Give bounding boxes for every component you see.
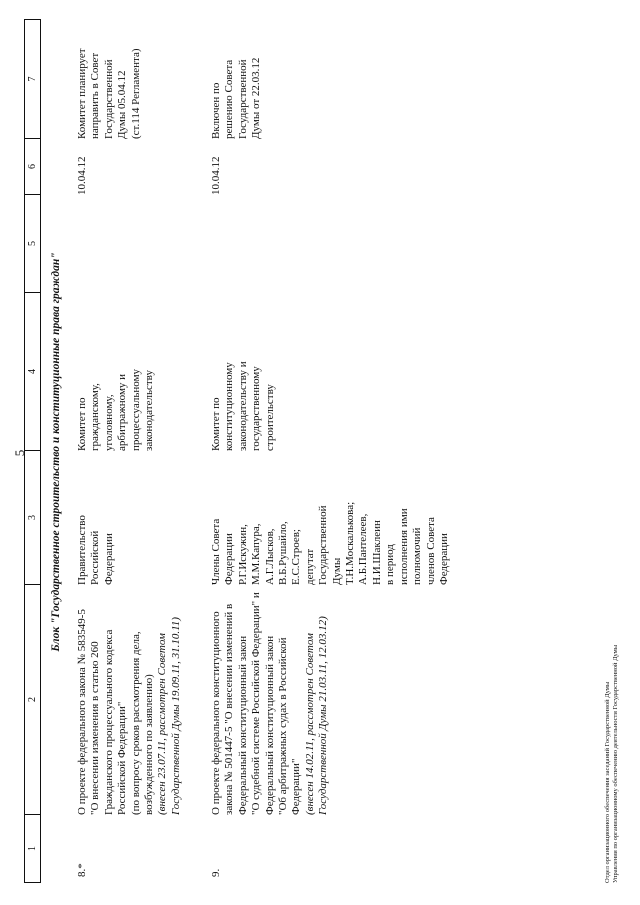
date-cell: 10.04.12 bbox=[210, 156, 222, 195]
column-number-5: 5 bbox=[25, 194, 40, 292]
column-number-4: 4 bbox=[25, 292, 40, 450]
bill-title-line: Российской Федерации" bbox=[116, 701, 129, 815]
committee-line: арбитражному и bbox=[116, 373, 129, 451]
bill-title bbox=[76, 585, 183, 815]
committee-line: Комитет по bbox=[76, 397, 88, 451]
committee-line: гражданскому, bbox=[89, 383, 102, 451]
initiator-line: Федерации bbox=[102, 533, 115, 585]
column-5-cell bbox=[210, 195, 451, 293]
page-number: 5 bbox=[12, 449, 27, 457]
row-number: 8.* bbox=[76, 863, 88, 877]
table-row bbox=[76, 21, 183, 883]
initiator-line: Государственной bbox=[317, 505, 330, 585]
initiator-line: М.М.Капура, bbox=[250, 523, 263, 585]
status-line: Государственной bbox=[236, 59, 249, 139]
initiator-line: Федерации bbox=[437, 533, 450, 585]
status-line: Думы от 22.03.12 bbox=[250, 57, 263, 139]
initiator-line: В.Б.Рушайло, bbox=[277, 521, 290, 585]
status-line: Комитет планирует bbox=[76, 48, 88, 139]
bill-title-line: Федеральный конституционный закон bbox=[263, 635, 276, 815]
bill-title-line: закона № 501447-5 "О внесении изменений в bbox=[223, 603, 236, 815]
bill-note-line: (внесен 23.07.11, рассмотрен Советом bbox=[156, 633, 169, 815]
status-line: Думы 05.04.12 bbox=[116, 70, 129, 139]
initiator-line: депутат bbox=[303, 548, 316, 585]
column-header-row bbox=[24, 19, 41, 883]
committee-line: законодательству и bbox=[236, 361, 249, 451]
initiator-line: Правительство bbox=[76, 515, 88, 585]
bill-note-line: (внесен 14.02.11, рассмотрен Советом bbox=[303, 633, 316, 815]
bill-title-line: Федеральный конституционный закон bbox=[236, 635, 249, 815]
initiator-line: Думы bbox=[330, 557, 343, 585]
initiator-line: Р.Г.Искужин, bbox=[236, 524, 249, 585]
column-number-2: 2 bbox=[25, 584, 40, 814]
bill-title-line: "О внесении изменения в статью 260 bbox=[89, 641, 102, 815]
status-line: решению Совета bbox=[223, 59, 236, 139]
block-title: Блок "Государственное строительство и конституционные права граждан" bbox=[50, 252, 62, 652]
bill-title bbox=[210, 585, 451, 815]
committee-line: Комитет по bbox=[210, 397, 222, 451]
column-number-7: 7 bbox=[27, 76, 38, 82]
bill-title-line: "О судебной системе Российской Федерации" и bbox=[250, 592, 263, 815]
table-row bbox=[210, 21, 451, 883]
status-line: Включен по bbox=[210, 82, 222, 139]
committee-line: процессуальному bbox=[129, 368, 142, 451]
committee-line: конституционному bbox=[223, 362, 236, 451]
bill-title-line: (по вопросу сроков рассмотрения дела, bbox=[129, 631, 142, 815]
initiator-line: А.Г.Лысков, bbox=[263, 528, 276, 585]
date-cell: 10.04.12 bbox=[76, 156, 88, 195]
initiator-line: А.Б.Пантелеев, bbox=[357, 513, 370, 585]
status-cell bbox=[76, 21, 183, 139]
bill-initiator bbox=[210, 451, 451, 585]
footer-line: Отдел организационного обеспечения заседаний Государственной Думы bbox=[604, 681, 611, 883]
status-line: Государственной bbox=[102, 59, 115, 139]
initiator-line: исполнения ими bbox=[397, 508, 410, 585]
column-number-3: 3 bbox=[25, 450, 40, 584]
bill-title-line: возбужденного по заявлению) bbox=[143, 674, 156, 815]
bill-title-line: "Об арбитражных судах в Российской bbox=[277, 637, 290, 815]
bill-note-line: Государственной Думы 19.09.11, 31.10.11) bbox=[169, 617, 182, 815]
status-cell bbox=[210, 21, 451, 139]
initiator-line: Российской bbox=[89, 530, 102, 585]
bill-note-line: Государственной Думы 21.03.11, 12.03.12) bbox=[317, 616, 330, 815]
status-line: (ст.114 Регламента) bbox=[129, 48, 142, 139]
initiator-line: Федерации bbox=[223, 533, 236, 585]
column-number-6: 6 bbox=[25, 138, 40, 194]
committee-line: уголовному, bbox=[102, 394, 115, 451]
initiator-line: полномочий bbox=[411, 527, 424, 585]
initiator-line: Е.С.Строев; bbox=[290, 529, 303, 585]
committee-line: государственному bbox=[250, 366, 263, 451]
page-footer bbox=[604, 645, 620, 883]
footer-line: Управления по организационному обеспечению деятельности Государственной Думы bbox=[612, 644, 619, 883]
committee-line: строительству bbox=[263, 384, 276, 451]
bill-title-line: О проекте федерального конституционного bbox=[210, 611, 222, 815]
status-line: направить в Совет bbox=[89, 52, 102, 139]
committee-line: законодательству bbox=[143, 370, 156, 451]
initiator-line: в период bbox=[384, 544, 397, 585]
row-number: 9. bbox=[210, 868, 222, 877]
initiator-line: членов Совета bbox=[424, 517, 437, 585]
initiator-line: Н.И.Шаклеин bbox=[370, 520, 383, 585]
column-number-1: 1 bbox=[25, 814, 40, 882]
responsible-committee bbox=[210, 293, 451, 451]
responsible-committee bbox=[76, 293, 183, 451]
bill-title-line: Гражданского процессуального кодекса bbox=[102, 629, 115, 815]
bill-title-line: О проекте федерального закона № 583549-5 bbox=[76, 609, 88, 815]
bill-title-line: Федерации" bbox=[290, 758, 303, 815]
initiator-line: Т.Н.Москалькова; bbox=[344, 501, 357, 585]
column-5-cell bbox=[76, 195, 183, 293]
bill-initiator bbox=[76, 451, 183, 585]
initiator-line: Члены Совета bbox=[210, 518, 222, 585]
